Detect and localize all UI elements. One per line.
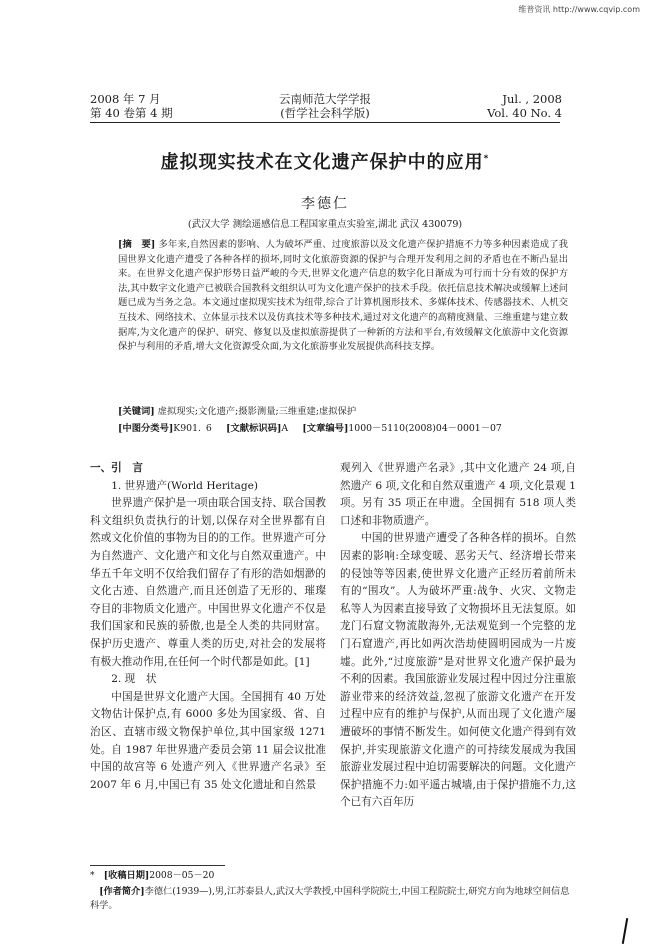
clc-value: K901. 6 xyxy=(173,423,212,434)
doc-code-value: A xyxy=(281,423,289,434)
article-title-text: 虚拟现实技术在文化遗产保护中的应用 xyxy=(160,152,484,173)
footnote-received xyxy=(90,869,570,883)
header-rule xyxy=(90,122,560,123)
journal-subtitle: (哲学社会科学版) xyxy=(280,106,370,120)
article-title xyxy=(0,148,650,174)
doc-code-label: [文献标识码] xyxy=(226,423,282,434)
article-number-label: [文章编号] xyxy=(302,423,349,434)
author-bio-text: 李德仁(1939—),男,江苏泰县人,武汉大学教授,中国科学院院士,中国工程院院士,研究方向为地球空间信息科学。 xyxy=(90,886,570,911)
subsection-heading-status: 2. 现 状 xyxy=(111,673,157,686)
issue-date-en: Jul. , 2008 xyxy=(502,92,562,106)
paragraph-status: 中国是世界文化遗产大国。全国拥有 40 万处文物估计保护点,有 6000 多处为国家级、省、自治区、直辖市级文物保护单位,其中国家级 1271 处。自 1987 年世界遗产委员会第 11 届会议批准中国的故宫等 6 处遗产列入《世界遗产名录》至 2007 年 6 月,中国已有 35 处文化遗址和自然景 xyxy=(90,690,326,791)
watermark: 维普资讯 http://www.cqvip.com xyxy=(518,5,640,14)
title-footnote-mark: * xyxy=(483,154,490,164)
body-column-left xyxy=(90,460,326,794)
received-label: [收稿日期] xyxy=(103,870,150,881)
abstract-label: [摘 要] xyxy=(118,239,156,250)
margin-mark xyxy=(622,918,628,944)
paragraph-world-heritage: 世界遗产保护是一项由联合国支持、联合国教科文组织负责执行的计划,以保存对全世界都有自然或文化价值的事物为目的的工作。世界遗产可分为自然遗产、文化遗产和文化与自然双重遗产。中华五千年文明不仅给我们留存了有形的浩如烟渺的文化古迹、自然遗产,而且还创造了无形的、璀璨夺目的非物质文化遗产。中国世界文化遗产不仅是我们国家和民族的骄傲,也是全人类的共同财富。保护历史遗产、尊重人类的历史,对社会的发展将有极大推动作用,在任何一个时代都是如此。[1] xyxy=(90,497,326,668)
keywords-text: 虚拟现实;文化遗产;摄影测量;三维重建;虚拟保护 xyxy=(157,406,357,417)
footnote-rule xyxy=(90,865,225,866)
footnote-author-bio xyxy=(90,885,570,913)
classification-line xyxy=(118,420,568,434)
body-column-right xyxy=(340,460,576,812)
journal-date-volume-en xyxy=(487,92,562,120)
received-footnote-mark: * xyxy=(90,870,95,881)
received-date: 2008－05－20 xyxy=(149,870,215,881)
keywords-label: [关键词] xyxy=(118,406,155,417)
author-bio-label: [作者简介] xyxy=(99,886,145,897)
keywords xyxy=(118,403,568,417)
section-heading-intro: 一、引 言 xyxy=(90,462,143,474)
subsection-heading-world-heritage: 1. 世界遗产(World Heritage) xyxy=(111,479,259,492)
article-number-value: 1000－5110(2008)04－0001－07 xyxy=(348,423,502,434)
paragraph-damage: 中国的世界遗产遭受了各种各样的损坏。自然因素的影响:全球变暖、恶劣天气、经济增长带来的侵蚀等等因素,使世界文化遗产正经历着前所未有的“围攻”。人为破坏严重:战争、火灾、文物走私等人为因素直接导致了文物损坏且无法复原。如龙门石窟文物流散海外,无法观览到一个完整的龙门石窟遗产,再比如两次浩劫使圆明园成为一片废墟。此外,“过度旅游”是对世界文化遗产保护最为不利的因素。我国旅游业发展过程中因过分注重旅游业带来的经济效益,忽视了旅游文化遗产在开发过程中应有的维护与保护,从而出现了文化遗产屡遭破坏的事情不断发生。如何使文化遗产得到有效保护,并实现旅游文化遗产的可持续发展成为我国旅游业发展过程中迫切需要解决的问题。文化遗产保护措施不力:如平遥古城墙,由于保护措施不力,这个已有六百年历 xyxy=(340,532,576,809)
journal-title: 云南师范大学学报 xyxy=(279,92,371,106)
issue-date: 2008 年 7 月 xyxy=(90,92,161,106)
abstract xyxy=(118,238,568,355)
paragraph-status-continued: 观列入《世界遗产名录》,其中文化遗产 24 项,自然遗产 6 项,文化和自然双重遗产 4 项,文化景观 1 项。另有 35 项正在申遗。全国拥有 518 项人类口述和非物质遗产。 xyxy=(340,462,576,527)
author-affiliation: (武汉大学 测绘遥感信息工程国家重点实验室,湖北 武汉 430079) xyxy=(187,219,463,230)
volume-issue: 第 40 卷第 4 期 xyxy=(90,106,173,120)
author-name: 李德仁 xyxy=(301,196,349,212)
volume-issue-en: Vol. 40 No. 4 xyxy=(487,106,562,120)
abstract-text: 多年来,自然因素的影响、人为破坏严重、过度旅游以及文化遗产保护措施不力等多种因素造成了我国世界文化遗产遭受了各种各样的损坏,同时文化旅游资源的保护与合理开发利用之间的矛盾也在不断凸显出来。在世界文化遗产保护形势日益严峻的今天,世界文化遗产信息的数字化日渐成为可行而十分有效的保护方法,其中数字文化遗产已被联合国教科文组织认可为文化遗产保护的技术手段。依托信息技术解决或缓解上述问题已成为当务之急。本文通过虚拟现实技术为纽带,综合了计算机图形技术、多媒体技术、传感器技术、人机交互技术、网络技术、立体显示技术以及仿真技术等多种技术,通过对文化遗产的高精度测量、三维重建与建立数据库,为文化遗产的保护、研究、修复以及虚拟旅游提供了一种新的方法和平台,有效缓解文化旅游中文化资源保护与利用的矛盾,增大文化资源受众面,为文化旅游事业发展提供高科技支撑。 xyxy=(118,239,568,353)
clc-label: [中图分类号] xyxy=(118,423,174,434)
